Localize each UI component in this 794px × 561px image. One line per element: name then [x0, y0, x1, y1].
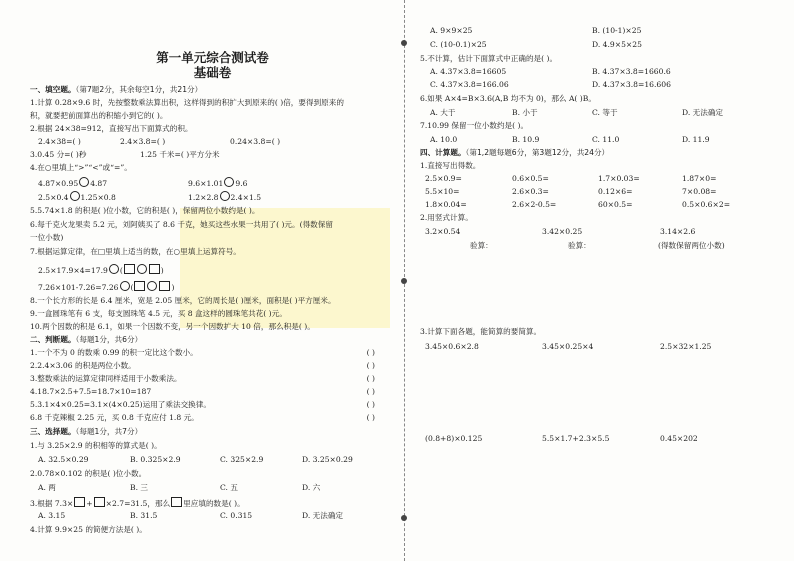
simplify-item: 2.5×32×1.25	[660, 342, 712, 351]
fill-q7b: 7.26×101-7.26=7.26 ( )	[38, 283, 175, 292]
oral-item: 0.6×0.5=	[512, 174, 549, 183]
binding-dot	[401, 278, 407, 284]
choice-q6-d[interactable]: D. 无法确定	[682, 108, 724, 117]
blank-box[interactable]	[171, 497, 182, 507]
judge-1: 1.一个不为 0 的数乘 0.99 的积一定比这个数小。 ( )	[30, 348, 375, 357]
choice-q3-d[interactable]: D. 无法确定	[302, 511, 344, 520]
right-column	[420, 0, 780, 561]
fill-q4d: 1.2×2.8 2.4×1.5	[188, 193, 262, 202]
oral-item: 1.8×0.04=	[425, 200, 467, 209]
blank-box[interactable]	[159, 281, 170, 291]
choice-q2-a[interactable]: A. 两	[38, 483, 56, 492]
choice-q5: 5.不计算，估计下面算式中正确的是( )。	[420, 54, 558, 63]
binding-dot	[401, 40, 407, 46]
oral-item: 0.12×6=	[598, 187, 633, 196]
choice-q6-b[interactable]: B. 小于	[512, 108, 538, 117]
choice-q7-b[interactable]: B. 10.9	[512, 135, 540, 144]
choice-q1-c[interactable]: C. 325×2.9	[220, 455, 264, 464]
oral-item: 2.6×2-0.5=	[512, 200, 557, 209]
round-note: (得数保留两位小数)	[658, 241, 725, 250]
blank-box[interactable]	[124, 264, 135, 274]
choice-q7-c[interactable]: C. 11.0	[592, 135, 620, 144]
choice-q2-d[interactable]: D. 六	[302, 483, 321, 492]
judge-5: 5.3.1×4×0.25=3.1×(4×0.25)运用了乘法交换律。 ( )	[30, 400, 375, 409]
oral-item: 1.7×0.03=	[598, 174, 640, 183]
choice-q2-b[interactable]: B. 三	[130, 483, 149, 492]
compare-circle[interactable]	[79, 177, 89, 187]
choice-q7-a[interactable]: A. 10.0	[430, 135, 458, 144]
simplify-item: 3.45×0.25×4	[542, 342, 594, 351]
blank-box[interactable]	[134, 281, 145, 291]
page-title: 第一单元综合测试卷	[156, 50, 269, 65]
fill-q2b: 2.4×3.8=( )	[120, 137, 166, 146]
fill-q8: 8.一个长方形的长是 6.4 厘米，宽是 2.05 厘米，它的周长是( )厘米，面积是( )平方厘米。	[30, 296, 336, 305]
blank-box[interactable]	[74, 497, 85, 507]
fill-q3b: 1.25 千米=( )平方分米	[140, 150, 220, 159]
calc-h1: 1.直接写出得数。	[420, 161, 481, 170]
choice-q3: 3.根据 7.3× + ×2.7=31.5，那么 里应填的数是( )。	[30, 499, 245, 508]
fill-q1-line1: 1.计算 0.28×9.6 时，先按整数乘法算出积，这样得到的积扩大到原来的( )倍，要得到原来的	[30, 98, 344, 107]
oral-item: 5.5×10=	[425, 187, 460, 196]
choice-q6-a[interactable]: A. 大于	[430, 108, 456, 117]
compare-circle[interactable]	[224, 177, 234, 187]
fill-q4b: 9.6×1.01 9.6	[188, 179, 248, 188]
simplify-item: 0.45×202	[660, 434, 698, 443]
blank-box[interactable]	[94, 497, 105, 507]
left-column	[30, 0, 395, 561]
fill-q5: 5.5.74×1.8 的积是( )位小数，它的积是( )，保留两位小数约是( )。	[30, 206, 260, 215]
choice-q3-a[interactable]: A. 3.15	[38, 511, 66, 520]
choice-q7-d[interactable]: D. 11.9	[682, 135, 710, 144]
compare-circle[interactable]	[220, 191, 230, 201]
choice-q5-b[interactable]: B. 4.37×3.8=1660.6	[592, 67, 671, 76]
choice-q3-c[interactable]: C. 0.315	[220, 511, 253, 520]
compare-circle[interactable]	[70, 191, 80, 201]
vertical-item: 3.42×0.25	[542, 227, 583, 236]
oral-item: 2.6×0.3=	[512, 187, 549, 196]
operator-circle[interactable]	[147, 281, 157, 291]
fill-q4a: 4.87×0.95 4.87	[38, 179, 108, 188]
simplify-item: 5.5×1.7+2.3×5.5	[542, 434, 610, 443]
section-judge-heading: 二、判断题。（每题1分，共6分）	[30, 335, 143, 344]
choice-q4-d[interactable]: D. 4.9×5×25	[592, 40, 642, 49]
section-calc-heading: 四、计算题。（第1,2题每题6分，第3题12分，共24分）	[420, 148, 610, 157]
check-label: 验算：	[568, 241, 591, 250]
choice-q5-d[interactable]: D. 4.37×3.8=16.606	[592, 80, 671, 89]
judge-4: 4.18.7×2.5+7.5=18.7×10=187 ( )	[30, 387, 375, 396]
choice-q2: 2.0.78×0.102 的积是( )位小数。	[30, 469, 147, 478]
oral-item: 0.5×0.6×2=	[682, 200, 731, 209]
choice-q5-c[interactable]: C. 4.37×3.8=166.06	[430, 80, 509, 89]
oral-item: 1.87×0=	[682, 174, 717, 183]
choice-q6-c[interactable]: C. 等于	[592, 108, 618, 117]
fill-q4c: 2.5×0.4 1.25×0.8	[38, 193, 116, 202]
blank-box[interactable]	[149, 264, 160, 274]
choice-q1-d[interactable]: D. 3.25×0.29	[302, 455, 353, 464]
fill-q3a: 3.0.45 分=( )秒	[30, 150, 87, 159]
choice-q4: 4.计算 9.9×25 的简便方法是( )。	[30, 525, 147, 534]
fill-q2a: 2.4×38=( )	[38, 137, 81, 146]
oral-item: 7×0.08=	[682, 187, 717, 196]
vertical-item: 3.2×0.54	[425, 227, 461, 236]
choice-q5-a[interactable]: A. 4.37×3.8=16605	[430, 67, 507, 76]
operator-circle[interactable]	[109, 264, 119, 274]
check-label: 验算：	[470, 241, 493, 250]
judge-3: 3.整数乘法的运算定律同样适用于小数乘法。 ( )	[30, 374, 375, 383]
fill-q7: 7.根据运算定律，在□里填上适当的数，在○里填上运算符号。	[30, 247, 241, 256]
oral-item: 2.5×0.9=	[425, 174, 462, 183]
vertical-item: 3.14×2.6	[660, 227, 696, 236]
choice-q3-b[interactable]: B. 31.5	[130, 511, 158, 520]
fill-q10: 10.两个因数的积是 6.1，如果一个因数不变，另一个因数扩大 10 倍，那么积是( )。	[30, 322, 315, 331]
section-fill-heading: 一、填空题。（第7题2分，其余每空1分，共21分）	[30, 85, 203, 94]
simplify-item: 3.45×0.6×2.8	[425, 342, 479, 351]
choice-q2-c[interactable]: C. 五	[220, 483, 238, 492]
fill-q4: 4.在○里填上“>”“<”或“=”。	[30, 163, 132, 172]
section-choice-heading: 三、选择题。（每题1分，共7分）	[30, 427, 143, 436]
simplify-item: (0.8+8)×0.125	[425, 434, 483, 443]
choice-q7: 7.10.99 保留一位小数约是( )。	[420, 121, 529, 130]
operator-circle[interactable]	[137, 264, 147, 274]
fill-q2c: 0.24×3.8=( )	[230, 137, 281, 146]
fill-q7a: 2.5×17.9×4=17.9 ( )	[38, 266, 164, 275]
choice-q4-b[interactable]: B. (10-1)×25	[592, 26, 642, 35]
judge-6: 6.8 千克辣椒 2.25 元，买 0.8 千克应付 1.8 元。 ( )	[30, 413, 375, 422]
choice-q1: 1.与 3.25×2.9 的积相等的算式是( )。	[30, 441, 162, 450]
calc-h2: 2.用竖式计算。	[420, 213, 473, 222]
page-subtitle: 基础卷	[193, 65, 232, 80]
fill-q6-line1: 6.每千克火龙果卖 5.2 元，刘阿姨买了 8.6 千克，她买这些水果一共用了( )元。(得数保留	[30, 220, 333, 229]
choice-q4-c[interactable]: C. (10-0.1)×25	[430, 40, 487, 49]
binding-dot	[401, 515, 407, 521]
fill-q1-line2: 积，就要把前面算出的积缩小到它的( )。	[30, 111, 168, 120]
operator-circle[interactable]	[120, 281, 130, 291]
choice-q1-a[interactable]: A. 32.5×0.29	[38, 455, 89, 464]
fill-q6-line2: 一位小数)	[30, 233, 64, 242]
oral-item: 60×0.5=	[598, 200, 633, 209]
fill-q9: 9.一盒圆珠笔有 6 支，每支圆珠笔 4.5 元，买 8 盒这样的圆珠笔共花( )元。	[30, 309, 287, 318]
choice-q4-a[interactable]: A. 9×9×25	[430, 26, 473, 35]
fill-q2: 2.根据 24×38=912，直接写出下面算式的积。	[30, 124, 193, 133]
choice-q6: 6.如果 A×4=B×3.6(A,B 均不为 0)，那么 A( )B。	[420, 94, 596, 103]
calc-h3: 3.计算下面各题，能简算的要简算。	[420, 327, 542, 336]
judge-2: 2.2.4×3.06 的积是两位小数。 ( )	[30, 361, 375, 370]
choice-q1-b[interactable]: B. 0.325×2.9	[130, 455, 181, 464]
